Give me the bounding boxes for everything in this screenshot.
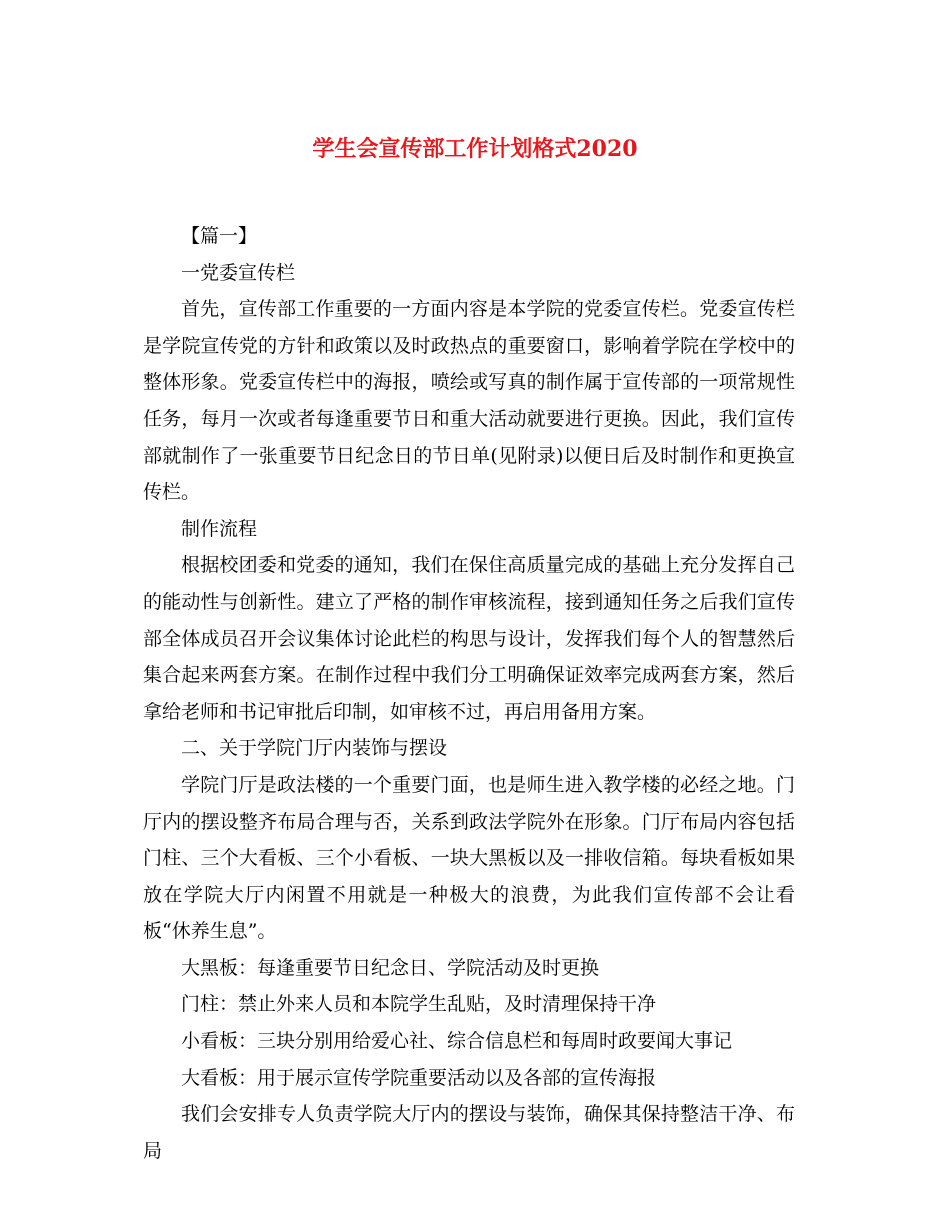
document-body bbox=[143, 218, 795, 1169]
list-item: 小看板：三块分别用给爱心社、综合信息栏和每周时政要闻大事记 bbox=[181, 1030, 733, 1053]
body-paragraph: 我们会安排专人负责学院大厅内的摆设与装饰，确保其保持整洁干净、布局 bbox=[143, 1103, 795, 1162]
list-item: 门柱：禁止外来人员和本院学生乱贴，及时清理保持干净 bbox=[181, 993, 657, 1016]
body-paragraph: 学院门厅是政法楼的一个重要门面，也是师生进入教学楼的必经之地。门厅内的摆设整齐布局合理与否，关系到政法学院外在形象。门厅布局内容包括门柱、三个大看板、三个小看板、一块大黑板以及一排收信箱。每块看板如果放在学院大厅内闲置不用就是一种极大的浪费，为此我们宣传部不会让看板“休养生息”。 bbox=[143, 773, 795, 943]
section-heading: 二、关于学院门厅内装饰与摆设 bbox=[181, 737, 448, 760]
section-marker: 【篇一】 bbox=[181, 225, 258, 247]
section-heading: 制作流程 bbox=[181, 517, 258, 540]
body-paragraph: 根据校团委和党委的通知，我们在保住高质量完成的基础上充分发挥自己的能动性与创新性。建立了严格的制作审核流程，接到通知任务之后我们宣传部全体成员召开会议集体讨论此栏的构思与设计，发挥我们每个人的智慧然后集合起来两套方案。在制作过程中我们分工明确保证效率完成两套方案，然后拿给老师和书记审批后印制，如审核不过，再启用备用方案。 bbox=[143, 554, 795, 723]
list-item: 大看板：用于展示宣传学院重要活动以及各部的宣传海报 bbox=[181, 1066, 657, 1089]
body-paragraph: 首先，宣传部工作重要的一方面内容是本学院的党委宣传栏。党委宣传栏是学院宣传党的方针和政策以及时政热点的重要窗口，影响着学院在学校中的整体形象。党委宣传栏中的海报，喷绘或写真的制作属于宣传部的一项常规性任务，每月一次或者每逢重要节日和重大活动就要进行更换。因此，我们宣传部就制作了一张重要节日纪念日的节日单(见附录)以便日后及时制作和更换宣传栏。 bbox=[143, 298, 795, 504]
list-item: 大黑板：每逢重要节日纪念日、学院活动及时更换 bbox=[181, 956, 600, 979]
document-title: 学生会宣传部工作计划格式2020 bbox=[312, 136, 638, 162]
section-heading: 一党委宣传栏 bbox=[181, 261, 296, 284]
